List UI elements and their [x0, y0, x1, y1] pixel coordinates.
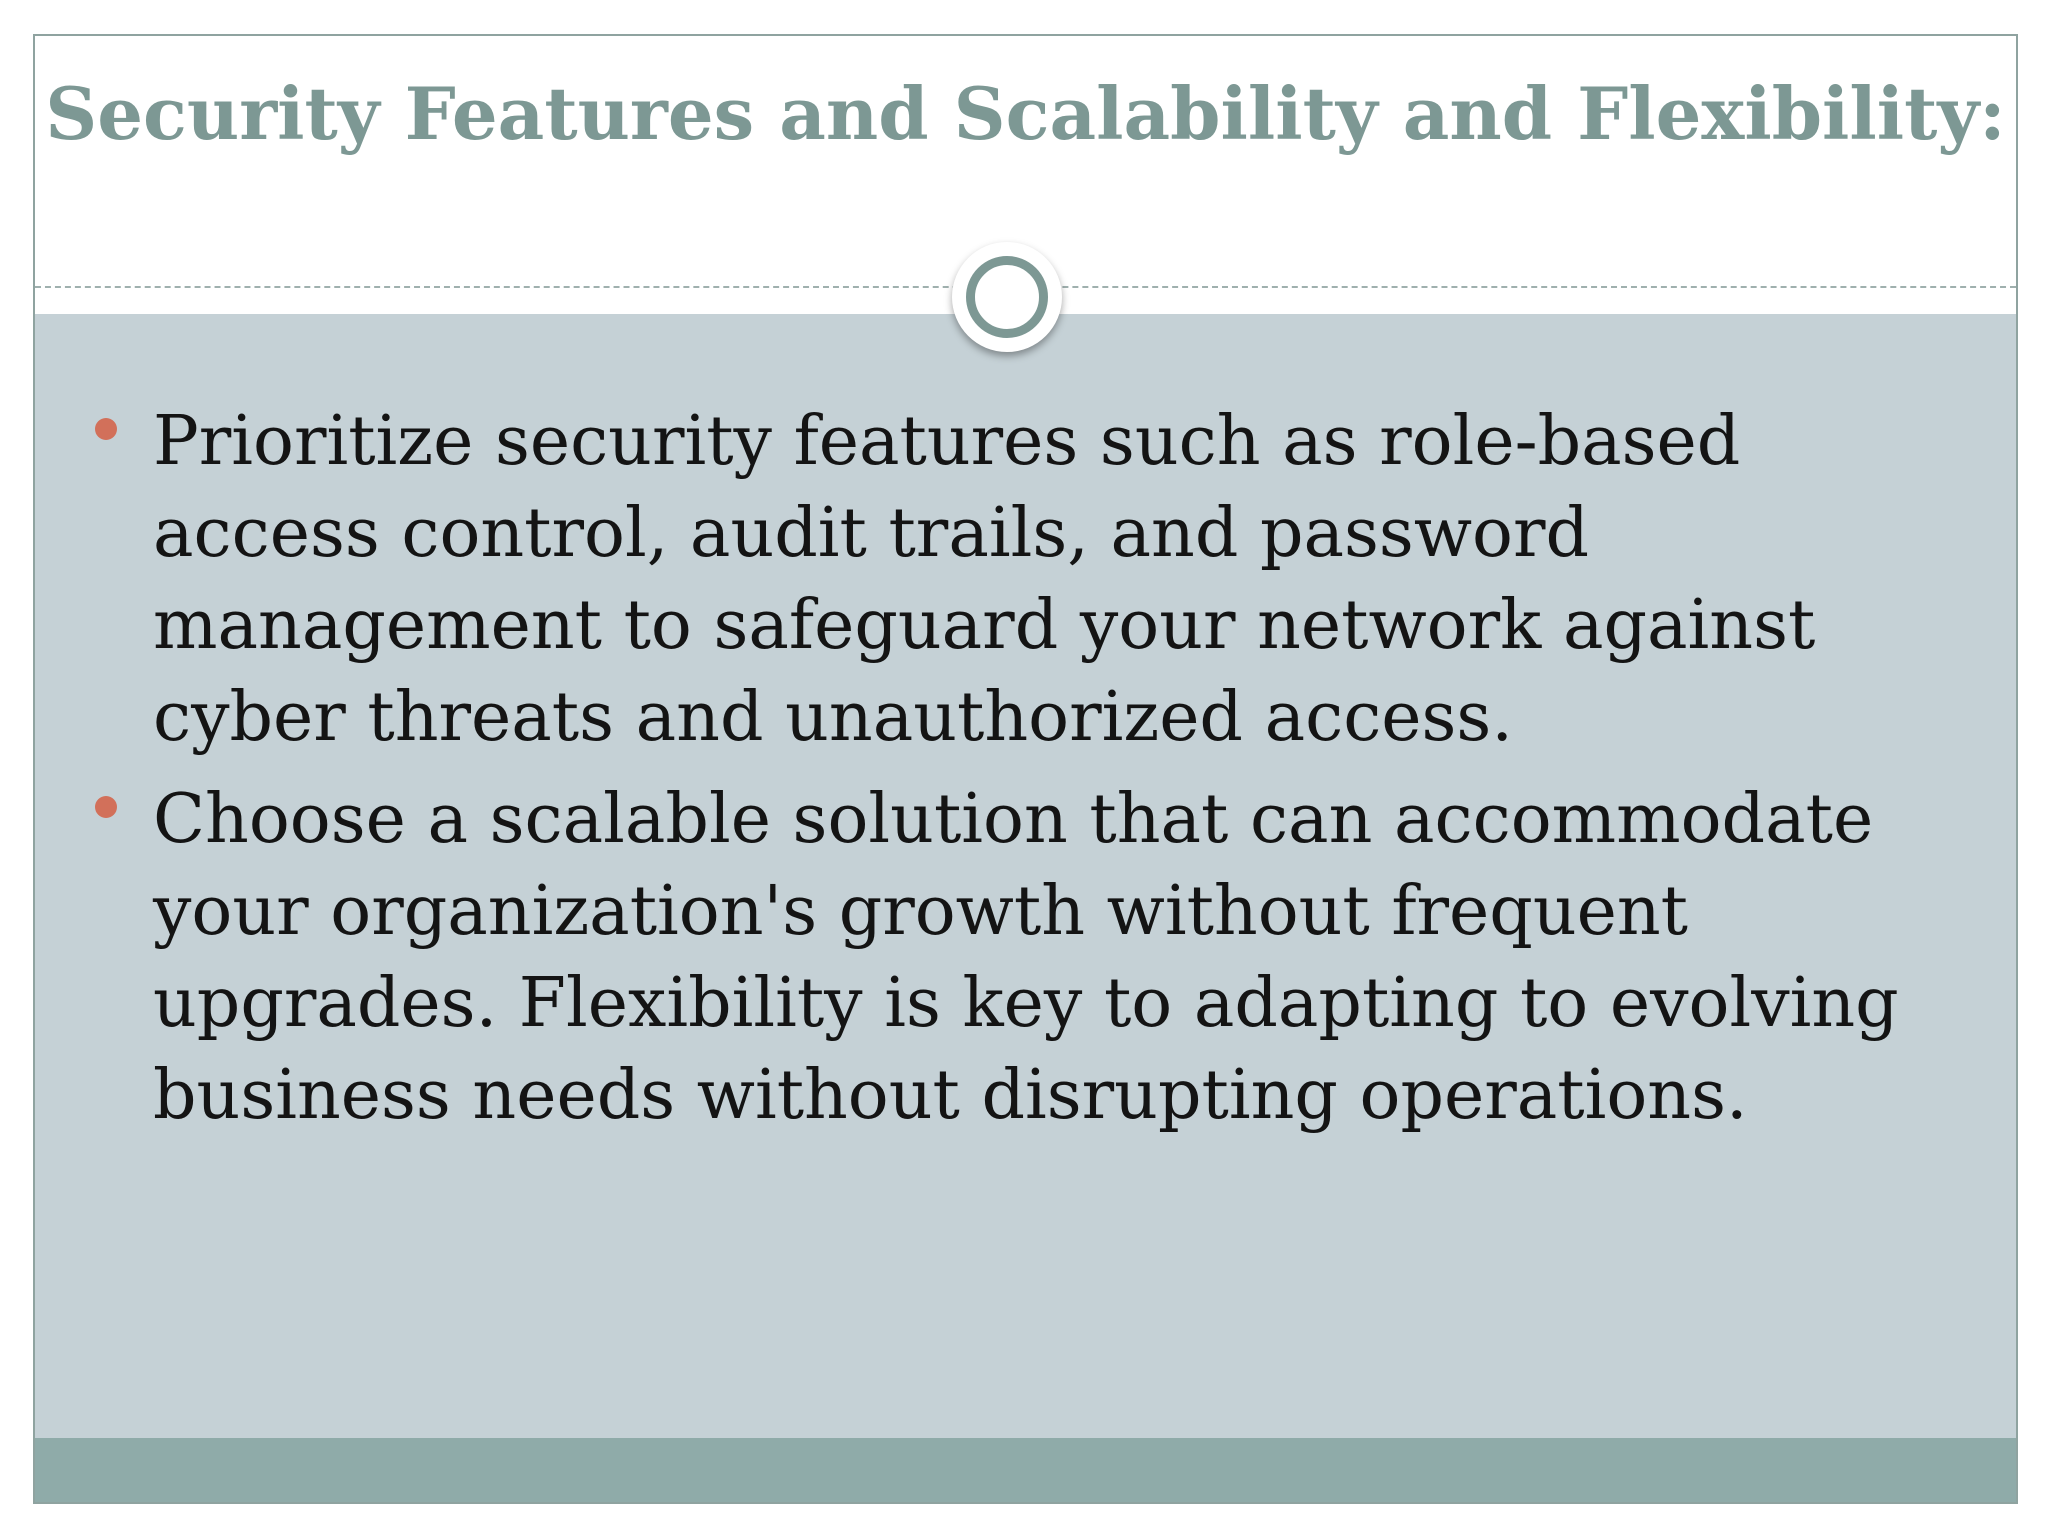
footer-band — [35, 1438, 2016, 1504]
bullet-dot-icon — [95, 418, 117, 440]
bullet-item — [35, 396, 2016, 764]
bullet-text: Prioritize security features such as role-based access control, audit trails, and password management to safeguard your network against cyber threats and unauthorized access. — [153, 402, 1816, 757]
slide — [33, 34, 2018, 1504]
ring-inner — [966, 256, 1048, 338]
bullet-item — [35, 774, 2016, 1142]
bullet-text: Choose a scalable solution that can accommodate your organization's growth without frequent upgrades. Flexibility is key to adapting to evolving business needs without disrupting operations. — [153, 780, 1899, 1135]
slide-title: Security Features and Scalability and Flexibility: — [45, 71, 2006, 156]
circle-ring-icon — [952, 242, 1062, 352]
bullet-dot-icon — [95, 796, 117, 818]
bullet-list — [35, 396, 2016, 1152]
